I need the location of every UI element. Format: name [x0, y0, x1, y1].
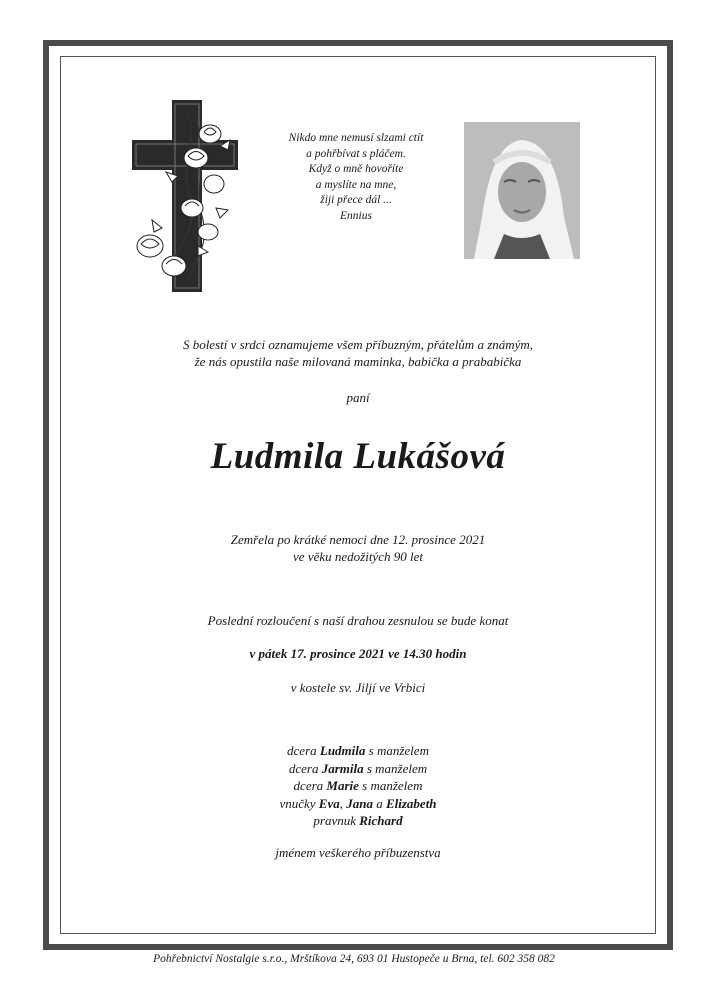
age-line: ve věku nedožitých 90 let: [293, 549, 423, 564]
poem-line: a pohřbívat s pláčem.: [306, 147, 406, 160]
family-member: pravnuk Richard: [313, 813, 403, 828]
on-behalf: jménem veškerého příbuzenstva: [275, 845, 441, 860]
family-list: [60, 742, 656, 830]
poem-line: Nikdo mne nemusí slzami ctít: [288, 132, 424, 144]
deceased-name: Ludmila Lukášová: [210, 436, 506, 477]
poem: [256, 131, 456, 224]
family-member: dcera Marie s manželem: [293, 778, 423, 793]
farewell-place: v kostele sv. Jiljí ve Vrbici: [290, 680, 426, 695]
family-member: vnučky Eva, Jana a Elizabeth: [279, 795, 437, 811]
farewell-datetime: v pátek 17. prosince 2021 ve 14.30 hodin: [249, 646, 467, 661]
intro-line: S bolestí v srdci oznamujeme všem příbuzným, přátelům a známým,: [182, 337, 534, 352]
farewell-announcement: Poslední rozloučení s naší drahou zesnulou se bude konat: [207, 613, 509, 628]
intro-line: že nás opustila naše milovaná maminka, babička a prababička: [194, 354, 522, 369]
death-line: Zemřela po krátké nemoci dne 12. prosince 2021: [230, 532, 486, 547]
poem-line: a myslíte na mne,: [315, 178, 397, 191]
portrait-photo: [464, 122, 580, 259]
cross-with-roses-icon: [128, 96, 240, 296]
family-member: dcera Ludmila s manželem: [287, 743, 429, 758]
poem-author: Ennius: [340, 209, 372, 222]
salutation: paní: [346, 390, 370, 405]
announcement-intro: [60, 336, 656, 370]
poem-line: žiji přece dál ...: [320, 194, 392, 206]
poem-line: Když o mně hovoříte: [308, 163, 404, 175]
footer-funeral-home: Pohřebnictví Nostalgie s.r.o., Mrštíkova 24, 693 01 Hustopeče u Brna, tel. 602 358 082: [153, 953, 555, 965]
family-member: dcera Jarmila s manželem: [288, 760, 428, 776]
death-info: [60, 531, 656, 565]
